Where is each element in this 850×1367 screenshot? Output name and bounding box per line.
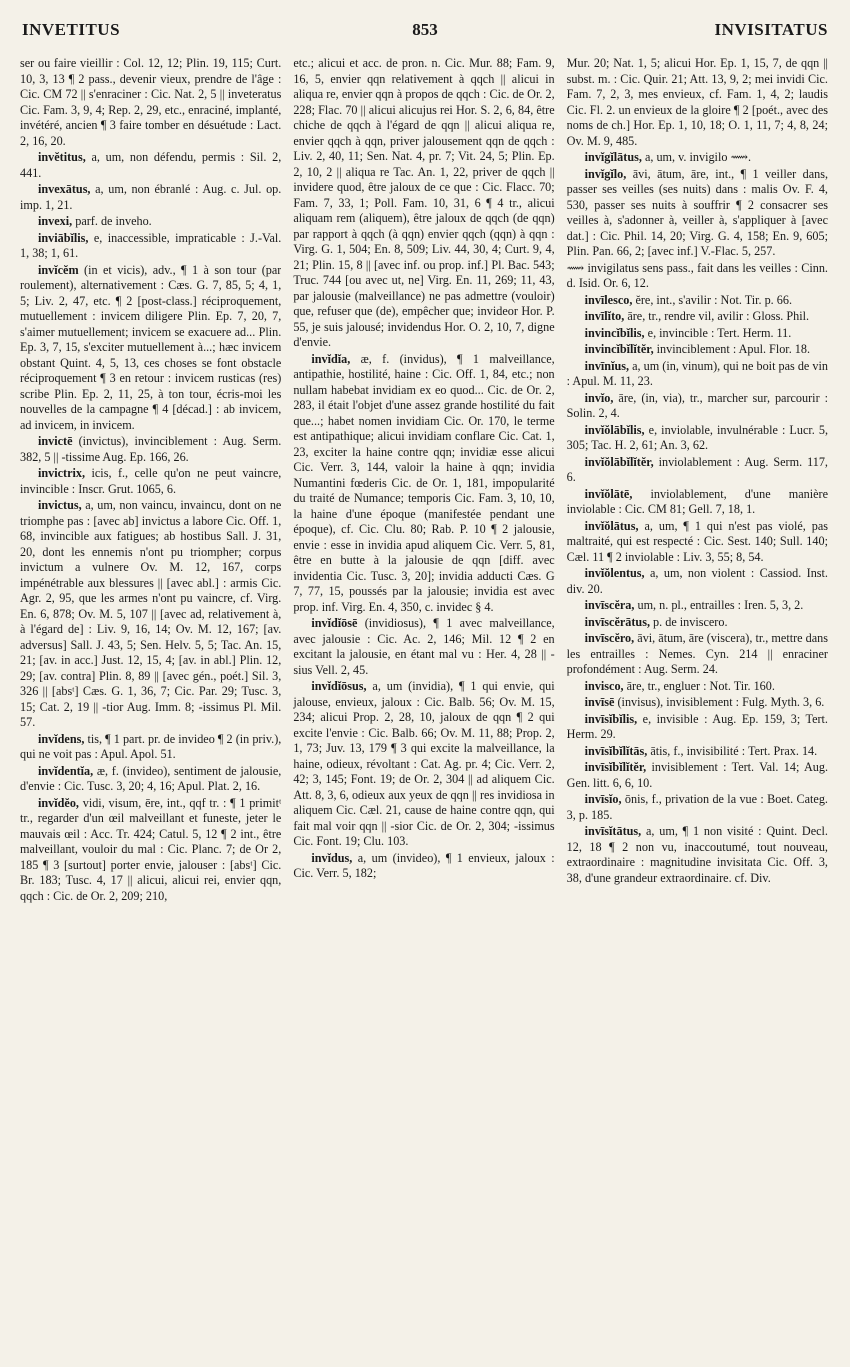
- entry-headword: invĭdĭōsē: [311, 616, 358, 630]
- dictionary-entry: [567, 519, 828, 566]
- dictionary-entry: [567, 824, 828, 886]
- entry-definition: e, invisible : Aug. Ep. 159, 3; Tert. Herm. 29.: [566, 711, 828, 741]
- entry-headword: invīnĭus,: [584, 358, 630, 373]
- entry-definition: a, um, non violent : Cassiod. Inst. div. 20.: [566, 566, 828, 596]
- entry-definition: ĕre, int., s'avilir : Not. Tir. p. 66.: [635, 292, 793, 307]
- dictionary-entry: [20, 56, 281, 149]
- column-3: [567, 56, 828, 1356]
- dictionary-entry: [567, 744, 828, 760]
- entry-definition: āre, tr., engluer : Not. Tir. 160.: [626, 678, 775, 693]
- entry-headword: invĭgĭlātus,: [584, 150, 642, 164]
- entry-definition: āre, tr., rendre vil, avilir : Gloss. Phil.: [627, 309, 810, 323]
- entry-headword: invīlĭto,: [584, 309, 625, 323]
- entry-definition: vidi, visum, ēre, int., qqf tr. : ¶ 1 primitᵗ tr., regarder d'un œil malveillant et funeste, jeter le mauvais œil : Acc. Tr. 424; Catul. 5, 12 ¶ 2 int., être malveillant, vouloir du mal : Cic. Planc. 7; de Or 2, 185 ¶ 3 [surtout] porter envie, jalouser : [absᵗ] Cic. Br. 183; Tusc. 4, 17 || alicui, alicui rei, envier qqn, qqch : Cic. de Or. 2, 209; 210,: [20, 795, 282, 903]
- entry-headword: invīsĭbĭlĭtās,: [584, 743, 648, 758]
- dictionary-entry: [567, 615, 828, 631]
- entry-headword: invĭdĕo,: [38, 795, 79, 810]
- entry-headword: invĭdus,: [311, 850, 353, 865]
- entry-definition: e, invincible : Tert. Herm. 11.: [647, 325, 792, 340]
- entry-headword: invictrix,: [38, 466, 86, 480]
- entry-definition: a, um, non défendu, permis : Sil. 2, 441.: [20, 150, 282, 180]
- entry-definition: a, um (invidia), ¶ 1 qui envie, qui jalouse, envieux, jaloux : Cic. Balb. 56; Ov. M. 15, 234; alicui Prop. 2, 28, 10, jaloux de qqn ¶ 2 qui excite l'envie : Cic. Balb. 66; Ov. M. 11, 88; Prop. 2, 1, 73; Juv. 13, 179 ¶ 3 qui excite la malveillance, la haine, odieux, révoltant : Cat. Ag. pr. 4; Cic. Verr. 2, 42; 3, 145; Font. 19; de Or. 2, 304 || ad aliquem Cic. Att. 8, 3, 6, odieux aux yeux de qqn || res invidiosa in aliquem Cic. Cæl. 21, cause de haine contre qqn, qui fait mal voir qqn || -sior Cic. de Or. 2, 304; -issimus Cic. Font. 19; Clu. 103.: [293, 679, 555, 848]
- dictionary-entry: [567, 326, 828, 342]
- entry-definition: āre, (in, via), tr., marcher sur, parcourir : Solin. 2, 4.: [566, 390, 828, 420]
- entry-definition: a, um (in, vinum), qui ne boit pas de vin : Apul. M. 11, 23.: [566, 358, 828, 388]
- dictionary-entry: [567, 792, 828, 823]
- entry-headword: invīscĕra,: [584, 598, 635, 612]
- entry-headword: invisco,: [584, 678, 624, 693]
- dictionary-entry: [20, 498, 281, 731]
- entry-definition: um, n. pl., entrailles : Iren. 5, 3, 2.: [637, 598, 804, 612]
- entry-headword: invīlesco,: [584, 292, 633, 307]
- dictionary-entry: [567, 342, 828, 358]
- entry-headword: invĭŏlābĭlis,: [584, 422, 645, 437]
- entry-definition: āvi, ātum, āre (viscera), tr., mettre dans les entrailles : Nemes. Cyn. 214 || enraciner profondément : Aug. Serm. 24.: [566, 631, 828, 676]
- entry-definition: etc.; alicui et acc. de pron. n. Cic. Mur. 88; Fam. 9, 16, 5, envier qqn relativement à qqch || alicui in aliqua re, envier qqn à propos de qqch : Cic. de Or. 2, 228; Flac. 70 || alicui alicujus rei Hor. S. 2, 6, 84, être chiche de qqch à l'égard de qqn || alicui aliqua re, envier qqch à qqn, priver jalousement qqn de qqch : Liv. 2, 40, 11; Sen. Nat. 4, pr. 7; Vit. 24, 5; Plin. Ep. 2, 10, 2 || aliqua re Tac. An. 1, 22, priver de qqch || invidere quod, être jaloux de ce que : Cic. Flacc. 70; Fam. 7, 33, 1; Poll. Fam. 10, 31, 6 ¶ 4 tr., alicui aliquam rem (aliquem), être jaloux de qqch (de qqn) par rapport à qqch (à qqn) envier qqch (qqn) à qqn : Virg. G. 1, 504; En. 8, 509; Liv. 44, 30, 4; Curt. 9, 4, 21; Plin. 15, 8 || [avec inf. ou prop. inf.] Pl. Bac. 543; Truc. 744 [ou avec ut, ne] Virg. En. 11, 269; 11, 43, par jalousie (malveillance) ne pas admettre (vouloir) que, refuser que (de), empêcher que; invideor Hor. P. 55, je suis jalousé; invidendus Hor. O. 2, 10, 7, digne d'envie.: [293, 56, 555, 349]
- entry-headword: invĭgĭlo,: [584, 166, 627, 181]
- entry-definition: e, inaccessible, impraticable : J.-Val. 1, 38; 1, 61.: [20, 230, 282, 260]
- entry-headword: invexi,: [38, 214, 73, 228]
- entry-definition: icis, f., celle qu'on ne peut vaincre, invincible : Inscr. Grut. 1065, 6.: [20, 466, 282, 496]
- entry-headword: invĕtitus,: [38, 150, 86, 164]
- dictionary-entry: [567, 359, 828, 390]
- entry-definition: a, um, v. invigilo ⟿.: [644, 150, 751, 164]
- entry-definition: (in et vicis), adv., ¶ 1 à son tour (par roulement), alternativement : Cæs. G. 7, 85, 5; 4, 1, 5; Liv. 2, 47, etc. ¶ 2 [post-class.] réciproquement, mutuellement : invicem diligere Plin. Ep. 7, 20, 7, s'aimer mutuellement; invicem se exacuere ad... Plin. Ep. 3, 7, 15, s'exciter mutuellement à...; hæc invicem obstant Quint. 4, 5, 13, ces choses se font obstacle réciproquement ¶ 3 en retour : invicem rusticas (res) scribe Plin. Ep. 2, 11, 25, à ton tour, écris-moi les nouvelles de la campagne ¶ 4 [décad.] : ab invicem, ad invicem, in invicem.: [20, 262, 282, 432]
- entry-definition: æ, f. (invideo), sentiment de jalousie, d'envie : Cic. Tusc. 3, 20; 4, 16; Apul. Plat. 2, 16.: [20, 763, 282, 793]
- page-number: 853: [412, 20, 438, 39]
- column-2: [293, 56, 554, 1356]
- dictionary-entry: [20, 182, 281, 213]
- column-1: [20, 56, 281, 1356]
- entry-headword: invĭŏlātus,: [584, 518, 639, 533]
- dictionary-entry: [567, 309, 828, 325]
- dictionary-entry: [293, 56, 554, 351]
- dictionary-entry: [567, 598, 828, 614]
- entry-headword: invĭcĕm: [38, 262, 79, 277]
- entry-definition: a, um, ¶ 1 non visité : Quint. Decl. 12, 18 ¶ 2 non vu, inaccoutumé, tout nouveau, extraordinaire : magnitudine invisitata Cic. Off. 3, 38, d'une grandeur extraordinaire. cf. Div.: [566, 824, 828, 885]
- dictionary-entry: [293, 679, 554, 850]
- dictionary-entry: [20, 466, 281, 497]
- dictionary-entry: [20, 214, 281, 230]
- entry-definition: (invidiosus), ¶ 1 avec malveillance, avec jalousie : Cic. Ac. 2, 146; Mil. 12 ¶ 2 en excitant la jalousie, en étant mal vu : Her. 4, 28 || -sius Vell. 2, 45.: [293, 616, 555, 677]
- entry-definition: parf. de inveho.: [75, 214, 152, 228]
- entry-headword: invīscĕro,: [584, 631, 635, 645]
- entry-definition: ⟿ invigilatus sens pass., fait dans les veilles : Cinn. d. Isid. Or. 6, 12.: [566, 260, 828, 290]
- dictionary-entry: [20, 732, 281, 763]
- dictionary-entry: [567, 455, 828, 486]
- dictionary-entry: [567, 423, 828, 454]
- dictionary-entry: [567, 566, 828, 597]
- entry-headword: invīsē: [584, 695, 615, 709]
- entry-headword: invĭŏlātē,: [584, 486, 633, 501]
- dictionary-entry: [567, 150, 828, 166]
- dictionary-entry: [293, 352, 554, 616]
- entry-headword: invĭŏlābĭlĭtĕr,: [584, 454, 654, 469]
- dictionary-entry: [20, 263, 281, 434]
- dictionary-entry: [567, 712, 828, 743]
- running-head-right: INVISITATUS: [714, 20, 828, 39]
- entry-headword: invincĭbĭlĭtĕr,: [584, 342, 654, 356]
- entry-definition: invisiblement : Tert. Val. 14; Aug. Gen. litt. 6, 6, 10.: [566, 760, 828, 790]
- dictionary-entry: [567, 760, 828, 791]
- dictionary-entry: [293, 616, 554, 678]
- entry-definition: ātis, f., invisibilité : Tert. Prax. 14.: [650, 743, 818, 758]
- entry-headword: invīsĭtātus,: [584, 824, 642, 838]
- entry-definition: (invisus), invisiblement : Fulg. Myth. 3, 6.: [617, 695, 825, 709]
- entry-headword: invictē: [38, 434, 73, 448]
- entry-definition: (invictus), invinciblement : Aug. Serm. 382, 5 || -tissime Aug. Ep. 166, 26.: [20, 434, 282, 464]
- entry-definition: e, inviolable, invulnérable : Lucr. 5, 305; Tac. H. 2, 61; An. 3, 62.: [566, 422, 828, 452]
- entry-definition: a, um, non vaincu, invaincu, dont on ne triomphe pas : [avec ab] invictus a labore Cic. Off. 1, 68, invincible aux fatigues; ab hostibus Sall. J. 31, 20, dont les ennemis n'ont pu triompher; corpus invictum a vulnere Ov. M. 12, 167, corps impénétrable aux blessures || [avec abl.] : armis Cic. Agr. 2, 95, que les armes n'ont pu vaincre, cf. Virg. En. 6, 878; Ov. M. 5, 107 || [avec ad, relativement à, à l'égard de] : Liv. 9, 16, 14; Ov. M. 12, 167; [av. adversus] Sall. J. 43, 5; Sen. Helv. 5, 5; Tac. An. 15, 21; [av. in acc.] Just. 12, 15, 4; [av. in abl.] Plin. 12, 29; [av. contra] Plin. 8, 89 || [avec gén., poét.] Sil. 3, 326 || [absᵗ] Cæs. G. 1, 36, 7; Cic. Par. 29; Tusc. 3, 15; Cat. 2, 19 || -tior Aug. Imm. 8; -issimus Pl. Mil. 57.: [20, 498, 282, 729]
- entry-headword: invĭo,: [584, 390, 614, 405]
- page-header: [22, 6, 828, 44]
- entry-headword: invictus,: [38, 498, 82, 512]
- dictionary-entry: [567, 631, 828, 678]
- entry-headword: invĭdens,: [38, 731, 85, 746]
- dictionary-entry: [567, 293, 828, 309]
- dictionary-entry: [20, 231, 281, 262]
- entry-headword: invīsĭbĭlĭtĕr,: [584, 760, 647, 774]
- entry-definition: tis, ¶ 1 part. pr. de invideo ¶ 2 (in priv.), qui ne voit pas : Apul. Apol. 51.: [20, 731, 282, 761]
- entry-definition: inviolablement, d'une manière inviolable : Cic. CM 81; Gell. 7, 18, 1.: [566, 486, 828, 516]
- entry-definition: a, um (invideo), ¶ 1 envieux, jaloux : Cic. Verr. 5, 182;: [293, 850, 555, 880]
- entry-headword: invīscĕrātus,: [584, 614, 650, 629]
- entry-definition: ser ou faire vieillir : Col. 12, 12; Plin. 19, 115; Curt. 10, 3, 13 ¶ 2 pass., devenir vieux, prendre de l'âge : Cic. CM 72 || s'enraciner : Cic. Nat. 2, 5 || inveteratus Cic. Fam. 3, 9, 4; Rep. 2, 29, etc., enraciné, implanté, invétéré, ancien ¶ 3 faire tomber en désuétude : Lact. 2, 16, 20.: [20, 56, 282, 148]
- entry-headword: invĭŏlentus,: [584, 566, 645, 580]
- dictionary-entry: [20, 796, 281, 905]
- entry-headword: invexātus,: [38, 182, 91, 196]
- dictionary-entry: [293, 851, 554, 882]
- running-head-left: INVETITUS: [22, 20, 121, 39]
- dictionary-entry: [567, 391, 828, 422]
- entry-definition: inviolablement : Aug. Serm. 117, 6.: [566, 454, 828, 484]
- dictionary-entry: [567, 261, 828, 292]
- entry-definition: invinciblement : Apul. Flor. 18.: [656, 342, 811, 356]
- dictionary-entry: [567, 679, 828, 695]
- entry-definition: p. de inviscero.: [653, 614, 728, 629]
- dictionary-entry: [567, 695, 828, 711]
- entry-headword: invĭdentĭa,: [38, 763, 94, 778]
- entry-headword: invĭdĭa,: [311, 351, 351, 366]
- dictionary-entry: [567, 487, 828, 518]
- entry-headword: invincĭbĭlis,: [584, 325, 645, 340]
- dictionary-entry: [567, 56, 828, 149]
- entry-headword: invīsĭo,: [584, 792, 622, 806]
- entry-definition: a, um, non ébranlé : Aug. c. Jul. op. imp. 1, 21.: [20, 182, 282, 212]
- entry-definition: āvi, ātum, āre, int., ¶ 1 veiller dans, passer ses veilles (ses nuits) dans : malis Ov. F. 4, 530, passer ses nuits à souffrir ¶ 2 consacrer ses veilles à, s'adonner à, veiller à, s'appliquer à [avec dat.] : Cic. Phil. 14, 20; Virg. G. 4, 158; En. 9, 605; Plin. Pan. 66, 2; [avec inf.] V.-Flac. 5, 257.: [566, 166, 828, 258]
- dictionary-entry: [20, 150, 281, 181]
- dictionary-entry: [20, 434, 281, 465]
- entry-definition: a, um, ¶ 1 qui n'est pas violé, pas maltraité, qui est respecté : Cic. Sest. 140; Sull. 140; Cæl. 11 ¶ 2 inviolable : Liv. 3, 55; 8, 54.: [566, 518, 828, 564]
- entry-headword: inviābĭlis,: [38, 230, 89, 245]
- entry-definition: æ, f. (invidus), ¶ 1 malveillance, antipathie, hostilité, haine : Cic. Off. 1, 84, etc.; non nullam habebat invidiam ex eo quod... Cic. de Or. 2, 283, il était l'objet d'une assez grande hostilité du fait que...; habet nomen invidiam Cic. Or. 170, le terme est antipathique; alicui invidiam conflare Cic. Cat. 1, 23, exciter la haine contre qqn; invidiæ esse alicui Cic. Verr. 3, 144, valoir la haine à qqn; invidia Numantini fœderis Cic. de Or. 1, 181, impopularité du traité de Numance; temporis Cic. Fam. 3, 10, 10, la haine d'une époque (manifestée pendant une époque), cf. Cic. Clu. 80; Rab. P. 10 ¶ 2 jalousie, envie : esse in invidia apud aliquem Cic. Verr. 5, 81, être en butte à la jalousie de qqn [diff. avec invidentia Cic. Tusc. 3, 20]; invidia adducti Cæs. G 7, 77, 15, poussés par la jalousie; invidia est avec prop. inf. Virg. En. 4, 350, c. invidec § 4.: [293, 351, 555, 614]
- entry-headword: invīsĭbĭlis,: [584, 711, 638, 726]
- entry-definition: ōnis, f., privation de la vue : Boet. Categ. 3, p. 185.: [566, 792, 828, 822]
- dictionary-entry: [20, 764, 281, 795]
- entry-definition: Mur. 20; Nat. 1, 5; alicui Hor. Ep. 1, 15, 7, de qqn || subst. m. : Cic. Quir. 21; Att. 13, 9, 2; mei invidi Cic. Fam. 7, 2, 3, mes envieux, cf. Fam. 1, 4, 2; laudis Cic. Fl. 2. un envieux de la gloire ¶ 2 [poét., avec des noms de ch.] Hor. Ep. 1, 10, 18; O. 1, 11, 7; 4, 8, 24; Ov. M. 9, 485.: [566, 56, 828, 148]
- dictionary-entry: [567, 167, 828, 260]
- entry-headword: invĭdĭōsus,: [311, 679, 367, 693]
- text-columns: [20, 56, 828, 1356]
